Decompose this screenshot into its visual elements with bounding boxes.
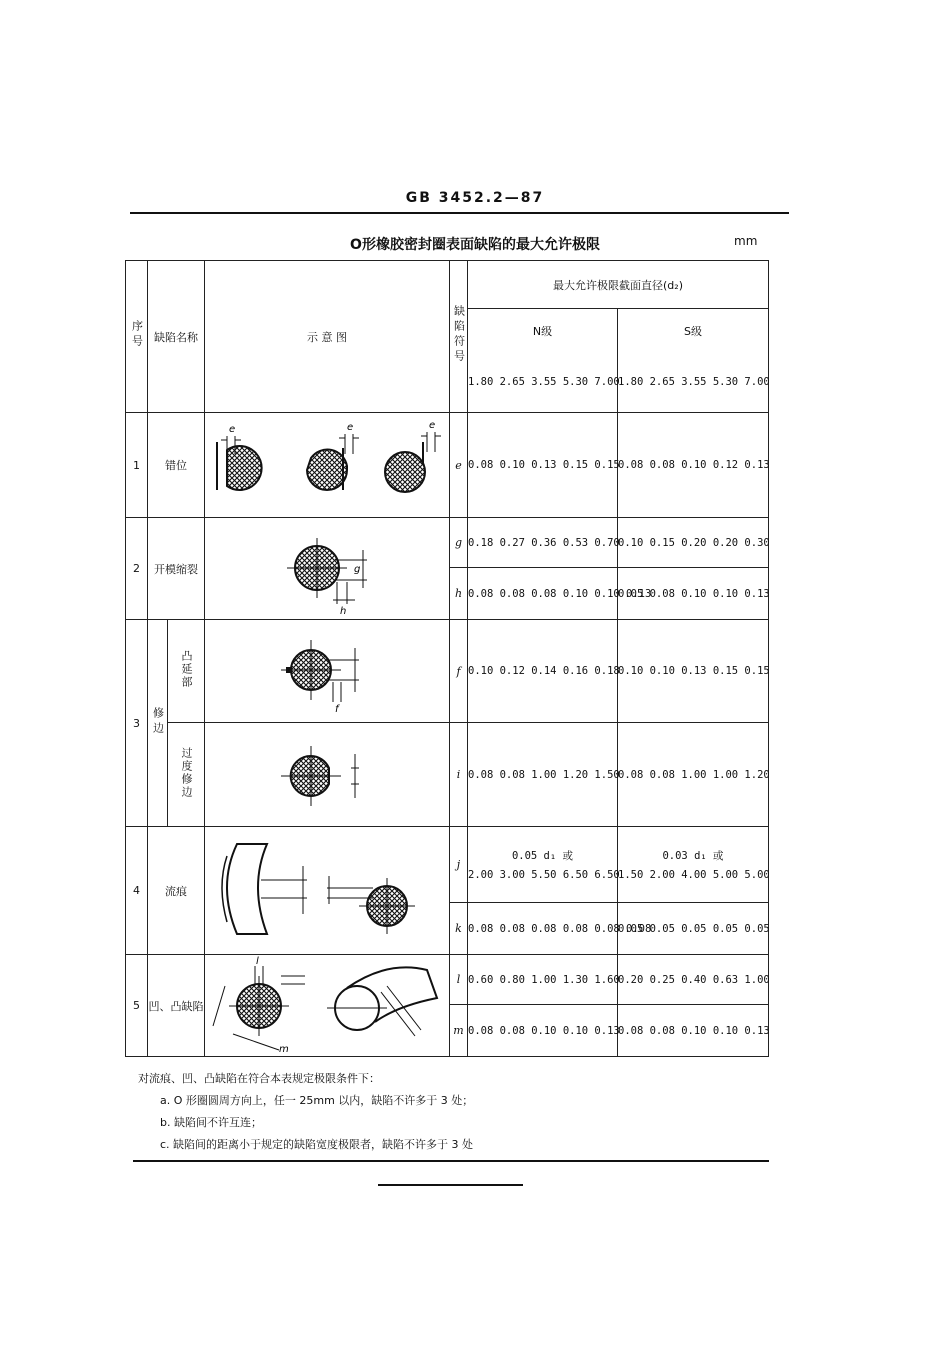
row3-f-name: 凸延部 bbox=[168, 620, 205, 723]
svg-text:e: e bbox=[347, 422, 354, 433]
row2-g-s: 0.10 0.15 0.20 0.20 0.30 bbox=[618, 518, 769, 568]
svg-text:e: e bbox=[429, 420, 436, 431]
row4-j-symbol: j bbox=[450, 827, 468, 903]
row1-diagram bbox=[205, 413, 450, 518]
flow-mark-diagram bbox=[207, 836, 447, 946]
row1-symbol: e bbox=[450, 413, 468, 518]
col-max-limit-header: 最大允许极限截面直径(d₂) bbox=[468, 261, 769, 309]
note-b: b. 缺陷间不许互连； bbox=[160, 1116, 262, 1129]
row5-l-s: 0.20 0.25 0.40 0.63 1.00 bbox=[618, 955, 769, 1005]
footnotes bbox=[138, 1068, 473, 1156]
row4-j-s: 0.03 d₁ 或 1.50 2.00 4.00 5.00 5.00 bbox=[618, 827, 769, 903]
defect-limits-table bbox=[125, 260, 769, 1057]
row5-m-s: 0.08 0.08 0.10 0.10 0.13 bbox=[618, 1005, 769, 1057]
note-c: c. 缺陷间的距离小于规定的缺陷宽度极限者，缺陷不许多于 3 处 bbox=[160, 1138, 474, 1151]
row3-i-s: 0.08 0.08 1.00 1.00 1.20 bbox=[618, 723, 769, 827]
mold-shrink-crack-diagram bbox=[267, 524, 387, 614]
row4-j-n: 0.05 d₁ 或 2.00 3.00 5.50 6.50 6.50 bbox=[468, 827, 618, 903]
row3-group: 修边 bbox=[148, 620, 168, 827]
n-grade-header: N级 bbox=[468, 309, 618, 353]
row3-f-n: 0.10 0.12 0.14 0.16 0.18 bbox=[468, 620, 618, 723]
row5-seq: 5 bbox=[126, 955, 148, 1057]
note-a: a. O 形圈圆周方向上，任一 25mm 以内，缺陷不许多于 3 处； bbox=[160, 1094, 474, 1107]
s-grade-header: S级 bbox=[618, 309, 769, 353]
row3-f-symbol: f bbox=[450, 620, 468, 723]
row4-seq: 4 bbox=[126, 827, 148, 955]
svg-text:l: l bbox=[256, 955, 259, 967]
row1-n: 0.08 0.10 0.13 0.15 0.15 bbox=[468, 413, 618, 518]
row5-m-n: 0.08 0.08 0.10 0.10 0.13 bbox=[468, 1005, 618, 1057]
row2-name: 开模缩裂 bbox=[148, 518, 205, 620]
bottom-rule bbox=[133, 1160, 769, 1162]
flash-diagram bbox=[267, 626, 387, 716]
top-rule bbox=[130, 212, 789, 214]
row5-l-n: 0.60 0.80 1.00 1.30 1.60 bbox=[468, 955, 618, 1005]
row2-diagram bbox=[205, 518, 450, 620]
svg-text:f: f bbox=[335, 704, 339, 715]
row3-f-s: 0.10 0.10 0.13 0.15 0.15 bbox=[618, 620, 769, 723]
unit-label: mm bbox=[734, 234, 758, 248]
row1-name: 错位 bbox=[148, 413, 205, 518]
row2-seq: 2 bbox=[126, 518, 148, 620]
s-sizes: 1.80 2.65 3.55 5.30 7.00 bbox=[618, 353, 769, 413]
misalignment-diagram bbox=[207, 420, 447, 510]
row2-g-symbol: g bbox=[450, 518, 468, 568]
note-intro: 对流痕、凹、凸缺陷在符合本表规定极限条件下： bbox=[138, 1072, 380, 1085]
row5-l-symbol: l bbox=[450, 955, 468, 1005]
row3-i-symbol: i bbox=[450, 723, 468, 827]
row4-k-symbol: k bbox=[450, 903, 468, 955]
row2-h-n: 0.08 0.08 0.08 0.10 0.10 0.13 bbox=[468, 568, 618, 620]
row3-i-diagram bbox=[205, 723, 450, 827]
row3-f-diagram bbox=[205, 620, 450, 723]
row1-seq: 1 bbox=[126, 413, 148, 518]
row5-diagram bbox=[205, 955, 450, 1057]
col-name-header: 缺陷名称 bbox=[148, 261, 205, 413]
svg-text:e: e bbox=[229, 424, 236, 435]
row4-diagram bbox=[205, 827, 450, 955]
col-seq-header: 序号 bbox=[126, 261, 148, 413]
row5-name: 凹、凸缺陷 bbox=[148, 955, 205, 1057]
row2-h-s: 0.05 0.08 0.10 0.10 0.13 bbox=[618, 568, 769, 620]
excessive-trim-diagram bbox=[267, 730, 387, 820]
n-sizes: 1.80 2.65 3.55 5.30 7.00 bbox=[468, 353, 618, 413]
row4-name: 流痕 bbox=[148, 827, 205, 955]
standard-code: GB 3452.2—87 bbox=[405, 190, 545, 206]
row4-k-n: 0.08 0.08 0.08 0.08 0.08 0.08 bbox=[468, 903, 618, 955]
row2-g-n: 0.18 0.27 0.36 0.53 0.70 bbox=[468, 518, 618, 568]
svg-text:g: g bbox=[354, 563, 361, 575]
col-symbol-header: 缺陷符号 bbox=[450, 261, 468, 413]
table-title: O形橡胶密封圈表面缺陷的最大允许极限 bbox=[350, 237, 600, 253]
row4-k-s: 0.05 0.05 0.05 0.05 0.05 bbox=[618, 903, 769, 955]
row2-h-symbol: h bbox=[450, 568, 468, 620]
end-rule bbox=[378, 1184, 523, 1186]
svg-text:h: h bbox=[340, 605, 347, 614]
dent-bump-diagram bbox=[207, 956, 447, 1056]
row3-i-name: 过度修边 bbox=[168, 723, 205, 827]
row1-s: 0.08 0.08 0.10 0.12 0.13 bbox=[618, 413, 769, 518]
row5-m-symbol: m bbox=[450, 1005, 468, 1057]
row3-seq: 3 bbox=[126, 620, 148, 827]
svg-text:m: m bbox=[279, 1043, 289, 1055]
col-diagram-header: 示 意 图 bbox=[205, 261, 450, 413]
row3-i-n: 0.08 0.08 1.00 1.20 1.50 bbox=[468, 723, 618, 827]
